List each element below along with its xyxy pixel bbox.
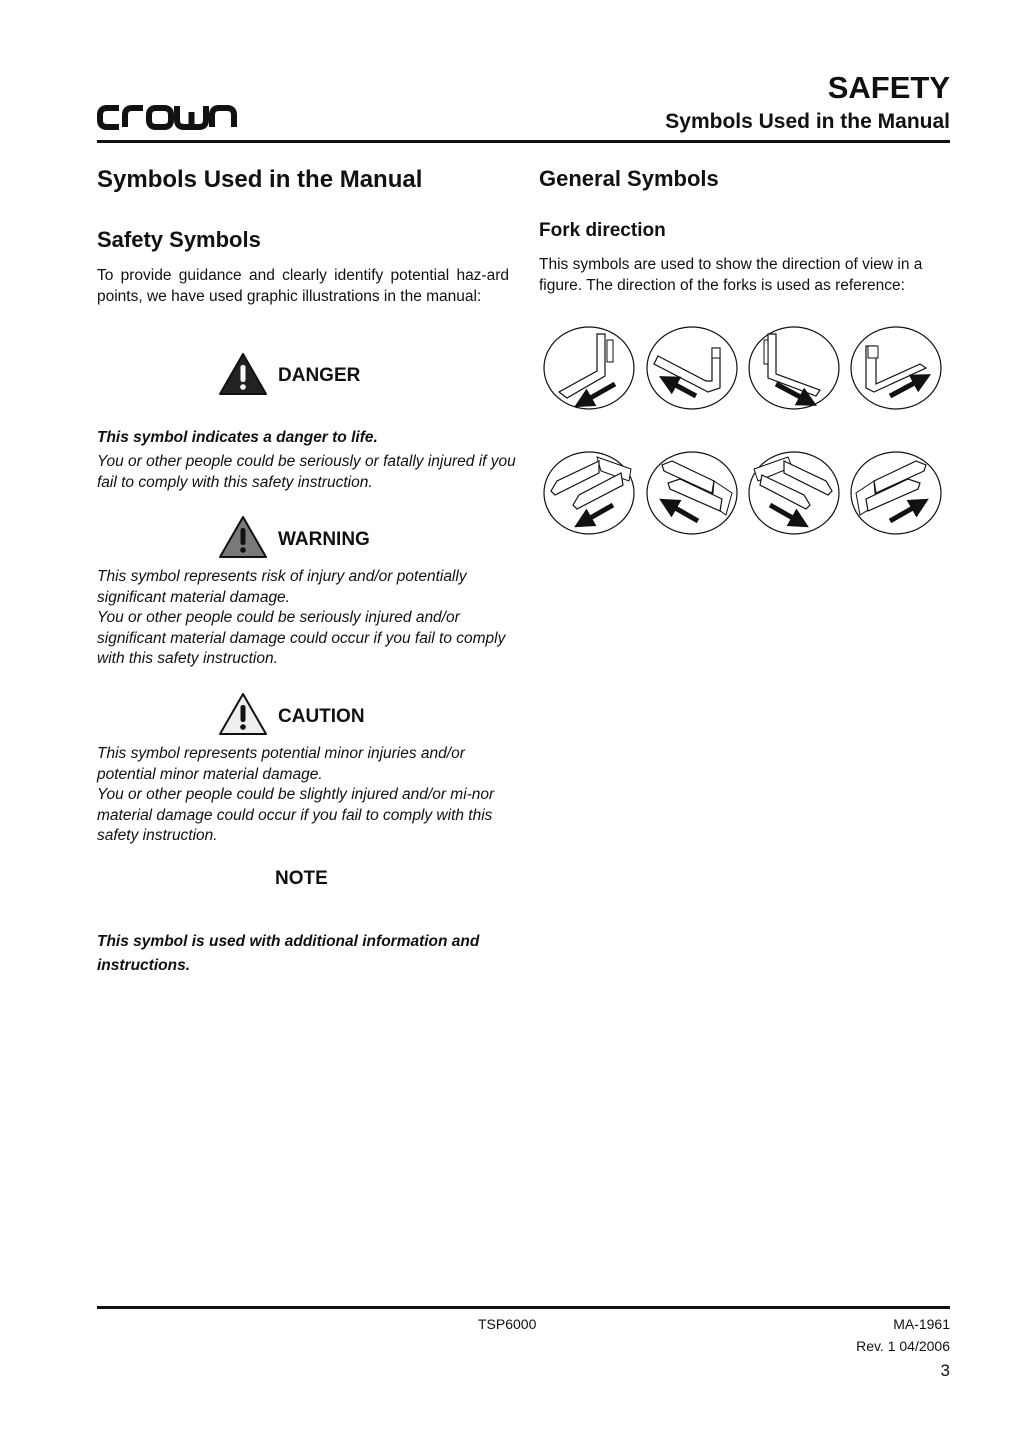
- crown-logo: [97, 100, 237, 134]
- header-divider: [97, 140, 950, 143]
- caution-text-1: This symbol represents potential minor injuries and/or potential minor material damage.: [97, 745, 465, 783]
- page-number: 3: [940, 1361, 950, 1380]
- note-text: This symbol is used with additional information and instructions.: [97, 933, 480, 974]
- footer-revision: Rev. 1 04/2006: [856, 1338, 950, 1354]
- footer-divider: [97, 1306, 950, 1309]
- safety-symbols-heading: Safety Symbols: [97, 227, 261, 252]
- caution-triangle-icon: [218, 692, 268, 736]
- warning-text-1: This symbol represents risk of injury and/or potentially significant material damage.: [97, 568, 467, 606]
- warning-label: WARNING: [278, 529, 370, 550]
- section-subtitle: Symbols Used in the Manual: [665, 110, 950, 133]
- footer-doc-code: MA-1961: [893, 1316, 950, 1332]
- safety-intro-text: To provide guidance and clearly identify potential haz-ard points, we have used graphic illustrations in the manual:: [97, 267, 509, 305]
- danger-triangle-icon: [218, 352, 268, 396]
- section-title: SAFETY: [827, 70, 950, 105]
- danger-text: You or other people could be seriously or fatally injured if you fail to comply with this safety instruction.: [97, 453, 516, 491]
- fork-top-view-arrow-down-right-icon: [748, 451, 840, 535]
- danger-lead-text: This symbol indicates a danger to life.: [97, 429, 378, 446]
- footer-model: TSP6000: [478, 1316, 537, 1332]
- fork-side-view-arrow-down-right-icon: [748, 326, 840, 410]
- warning-triangle-icon: [218, 515, 268, 559]
- fork-side-view-arrow-up-left-icon: [646, 326, 738, 410]
- fork-direction-heading: Fork direction: [539, 220, 666, 241]
- danger-label: DANGER: [278, 365, 361, 386]
- caution-label: CAUTION: [278, 706, 365, 727]
- caution-text-2: You or other people could be slightly injured and/or mi-nor material damage could occur if you fail to comply with this safety instruction.: [97, 786, 495, 844]
- warning-text-2: You or other people could be seriously injured and/or significant material damage could occur if you fail to comply with this safety instruction.: [97, 609, 506, 667]
- note-label: NOTE: [275, 868, 328, 889]
- page-title: Symbols Used in the Manual: [97, 166, 423, 193]
- fork-direction-text: This symbols are used to show the direction of view in a figure. The direction of the forks is used as reference:: [539, 256, 923, 294]
- fork-top-view-arrow-down-left-icon: [543, 451, 635, 535]
- general-symbols-heading: General Symbols: [539, 166, 719, 191]
- fork-top-view-arrow-up-left-icon: [646, 451, 738, 535]
- fork-side-view-arrow-down-left-icon: [543, 326, 635, 410]
- fork-top-view-arrow-up-right-icon: [850, 451, 942, 535]
- fork-side-view-arrow-up-right-icon: [850, 326, 942, 410]
